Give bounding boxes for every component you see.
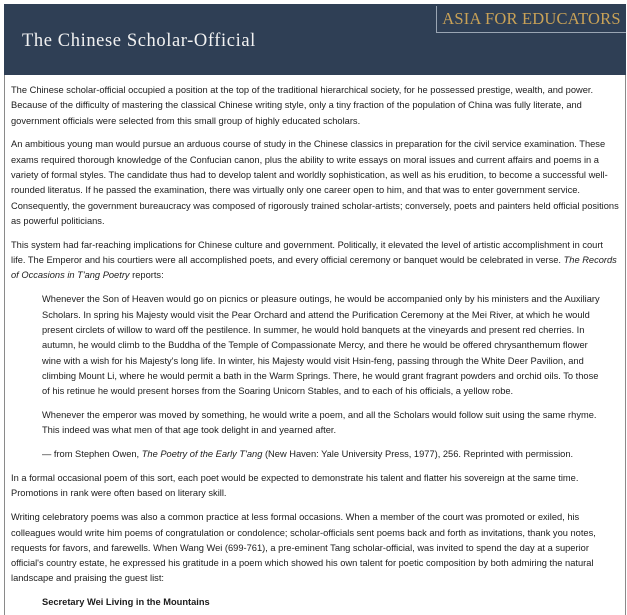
article-body [4, 75, 626, 615]
paragraph-celebratory-poems: Writing celebratory poems was also a common practice at less formal occasions. When a member of the court was promoted or exiled, his colleagues would write him poems of congratulation or condolence; scholar-officials sent poems back and forth as invitations, thank you notes, requests for favors, and farewells. When Wang Wei (699-761), a pre-eminent Tang scholar-official, was invited to spend the day at a superior official's country estate, he expressed his gratitude in a poem which showed his own talent for poetic composition by both admiring the natural landscape and praising the guest list: [11, 512, 596, 584]
page-title: The Chinese Scholar-Official [22, 31, 256, 51]
paragraph-intro: The Chinese scholar-official occupied a position at the top of the traditional hierarchical society, for he possessed prestige, wealth, and power. Because of the difficulty of mastering the classical Chinese writing style, only a tiny fraction of the population of China was fully literate, and government officials were selected from this small group of highly educated scholars. [11, 85, 594, 126]
paragraph-implications [11, 238, 619, 284]
paragraph-occasional-poem: In a formal occasional poem of this sort, each poet would be expected to demonstrate his talent and flatter his sovereign at the same time. Promotions in rank were often based on literary skill. [11, 473, 579, 499]
blockquote-poem: Whenever the emperor was moved by something, he would write a poem, and all the Scholars would follow suit using the same rhyme. This indeed was what men of that age took delight in and yearned after. [42, 410, 597, 436]
book-title: The Records of Occasions in T'ang Poetry [11, 255, 617, 281]
paragraph-examination: An ambitious young man would pursue an arduous course of study in the Chinese classics in preparation for the civil service examination. These exams required thorough knowledge of the Confucian canon, plus the ability to write essays on moral issues and current affairs and poems in a variety of formal styles. The candidate thus had to develop talent and worldly sophistication, as well as his erudition, to become a successful well-rounded literatus. If he passed the examination, there was virtually only one career open to him, and that was to enter government service. Consequently, the government bureaucracy was composed of rigorously trained scholar-artists; conversely, poets and painters held official positions as powerful politicians. [11, 139, 619, 226]
citation [11, 447, 619, 462]
citation-prefix: — from Stephen Owen, [42, 449, 142, 460]
paragraph-text-end: reports: [129, 270, 164, 281]
page-header [4, 4, 626, 75]
paragraph-text: This system had far-reaching implications for Chinese culture and government. Politically, it elevated the level of artistic accomplishment in court life. The Emperor and his courtiers were all accomplished poets, and every official ceremony or banquet would be celebrated in verse. [11, 239, 603, 266]
blockquote-outings: Whenever the Son of Heaven would go on picnics or pleasure outings, he would be accompanied only by his ministers and the Auxiliary Scholars. In spring his Majesty would visit the Pear Orchard and attend the Purification Ceremony at the Mei River, at which he would present circlets of willow to ward off the pestilence. In summer, he would hold banquets at the vineyards and present red cherries. In autumn, he would climb to the Buddha of the Temple of Compassionate Mercy, and there he would be offered chrysanthemum flower wine with a wish for his Majesty's long life. In winter, his Majesty would visit Hsin-feng, passing through the White Deer Pavilion, and climbing Mount Li, where he would permit a bath in the Warm Springs. There, he would grant fragrant powders and orchid oils. To those of his retinue he would present horses from the Soaring Unicorn Stables, and to each of his officials, a yellow robe. [42, 294, 600, 397]
citation-book-title: The Poetry of the Early T'ang [141, 449, 263, 460]
poem-title: Secretary Wei Living in the Mountains [42, 597, 210, 608]
citation-suffix: (New Haven: Yale University Press, 1977), 256. Reprinted with permission. [262, 449, 574, 460]
asia-for-educators-logo-link[interactable]: ASIA FOR EDUCATORS [436, 6, 626, 33]
